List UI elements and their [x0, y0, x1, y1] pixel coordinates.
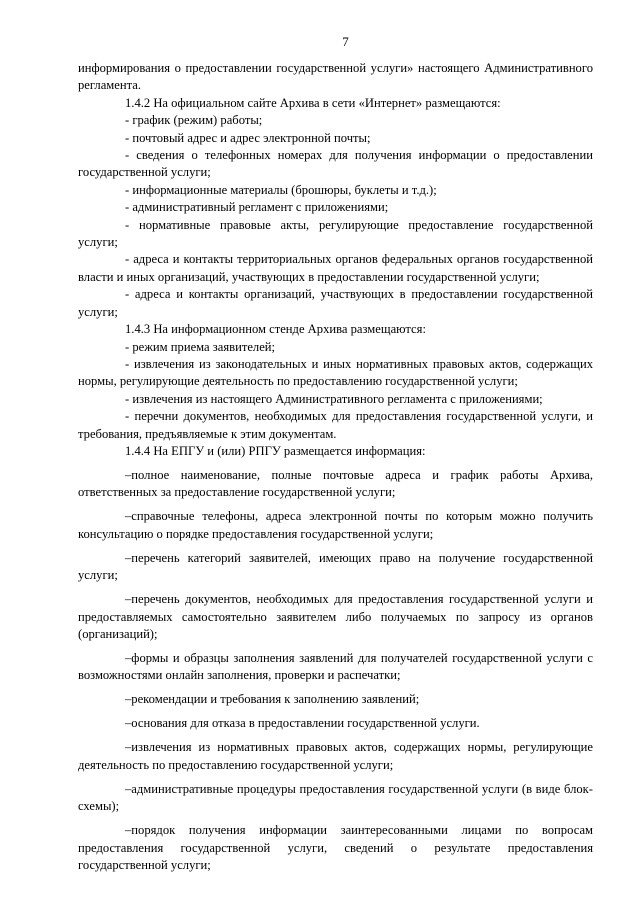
page-number: 7: [342, 34, 349, 49]
list-item: –полное наименование, полные почтовые адреса и график работы Архива, ответственных за предоставление государственной услуги;: [78, 467, 593, 500]
list-item: –перечень категорий заявителей, имеющих право на получение государственной услуги;: [78, 550, 593, 583]
list-item: - административный регламент с приложениями;: [125, 200, 389, 215]
list-item: - информационные материалы (брошюры, буклеты и т.д.);: [125, 182, 437, 197]
paragraph-continuation: информирования о предоставлении государственной услуги» настоящего Административного регламента.: [78, 61, 593, 93]
list-item: - сведения о телефонных номерах для получения информации о предоставлении государственной услуги;: [78, 148, 593, 180]
list-item: –перечень документов, необходимых для предоставления государственной услуги и предоставляемых самостоятельно заявителем либо получаемых по запросу из органов (организаций);: [78, 592, 593, 641]
document-body: [78, 60, 593, 874]
list-item: - адреса и контакты территориальных органов федеральных органов государственной власти и иных организаций, участвующих в предоставлении государственной услуги;: [78, 252, 593, 284]
list-item: –рекомендации и требования к заполнению заявлений;: [125, 692, 420, 707]
list-item: - почтовый адрес и адрес электронной почты;: [125, 130, 371, 145]
list-item: - извлечения из законодательных и иных нормативных правовых актов, содержащих нормы, регулирующие деятельность по предоставлению государственной услуги;: [78, 356, 593, 389]
list-item: - нормативные правовые акты, регулирующие предоставление государственной услуги;: [78, 217, 593, 250]
list-item: –порядок получения информации заинтересованными лицами по вопросам предоставления государственной услуги, сведений о результате предоставления государственной услуги;: [78, 823, 593, 872]
list-item: –формы и образцы заполнения заявлений для получателей государственной услуги с возможностями онлайн заполнения, проверки и распечатки;: [78, 650, 593, 683]
list-item: - режим приема заявителей;: [125, 339, 276, 354]
section-heading-1-4-4: 1.4.4 На ЕПГУ и (или) РПГУ размещается информация:: [125, 443, 426, 458]
list-item: –административные процедуры предоставления государственной услуги (в виде блок-схемы);: [78, 781, 593, 814]
list-item: - извлечения из настоящего Административного регламента с приложениями;: [125, 391, 543, 406]
list-item: - адреса и контакты организаций, участвующих в предоставлении государственной услуги;: [78, 287, 593, 319]
list-item: - график (режим) работы;: [125, 113, 263, 128]
list-item: –основания для отказа в предоставлении государственной услуги.: [125, 716, 480, 731]
section-heading-1-4-3: 1.4.3 На информационном стенде Архива размещаются:: [125, 322, 426, 337]
list-item: –извлечения из нормативных правовых актов, содержащих нормы, регулирующие деятельность по предоставлению государственной услуги;: [78, 740, 593, 772]
list-item: - перечни документов, необходимых для предоставления государственной услуги, и требования, предъявляемые к этим документам.: [78, 409, 593, 441]
section-heading-1-4-2: 1.4.2 На официальном сайте Архива в сети «Интернет» размещаются:: [125, 95, 501, 110]
list-item: –справочные телефоны, адреса электронной почты по которым можно получить консультацию о порядке предоставления государственной услуги;: [78, 509, 593, 541]
